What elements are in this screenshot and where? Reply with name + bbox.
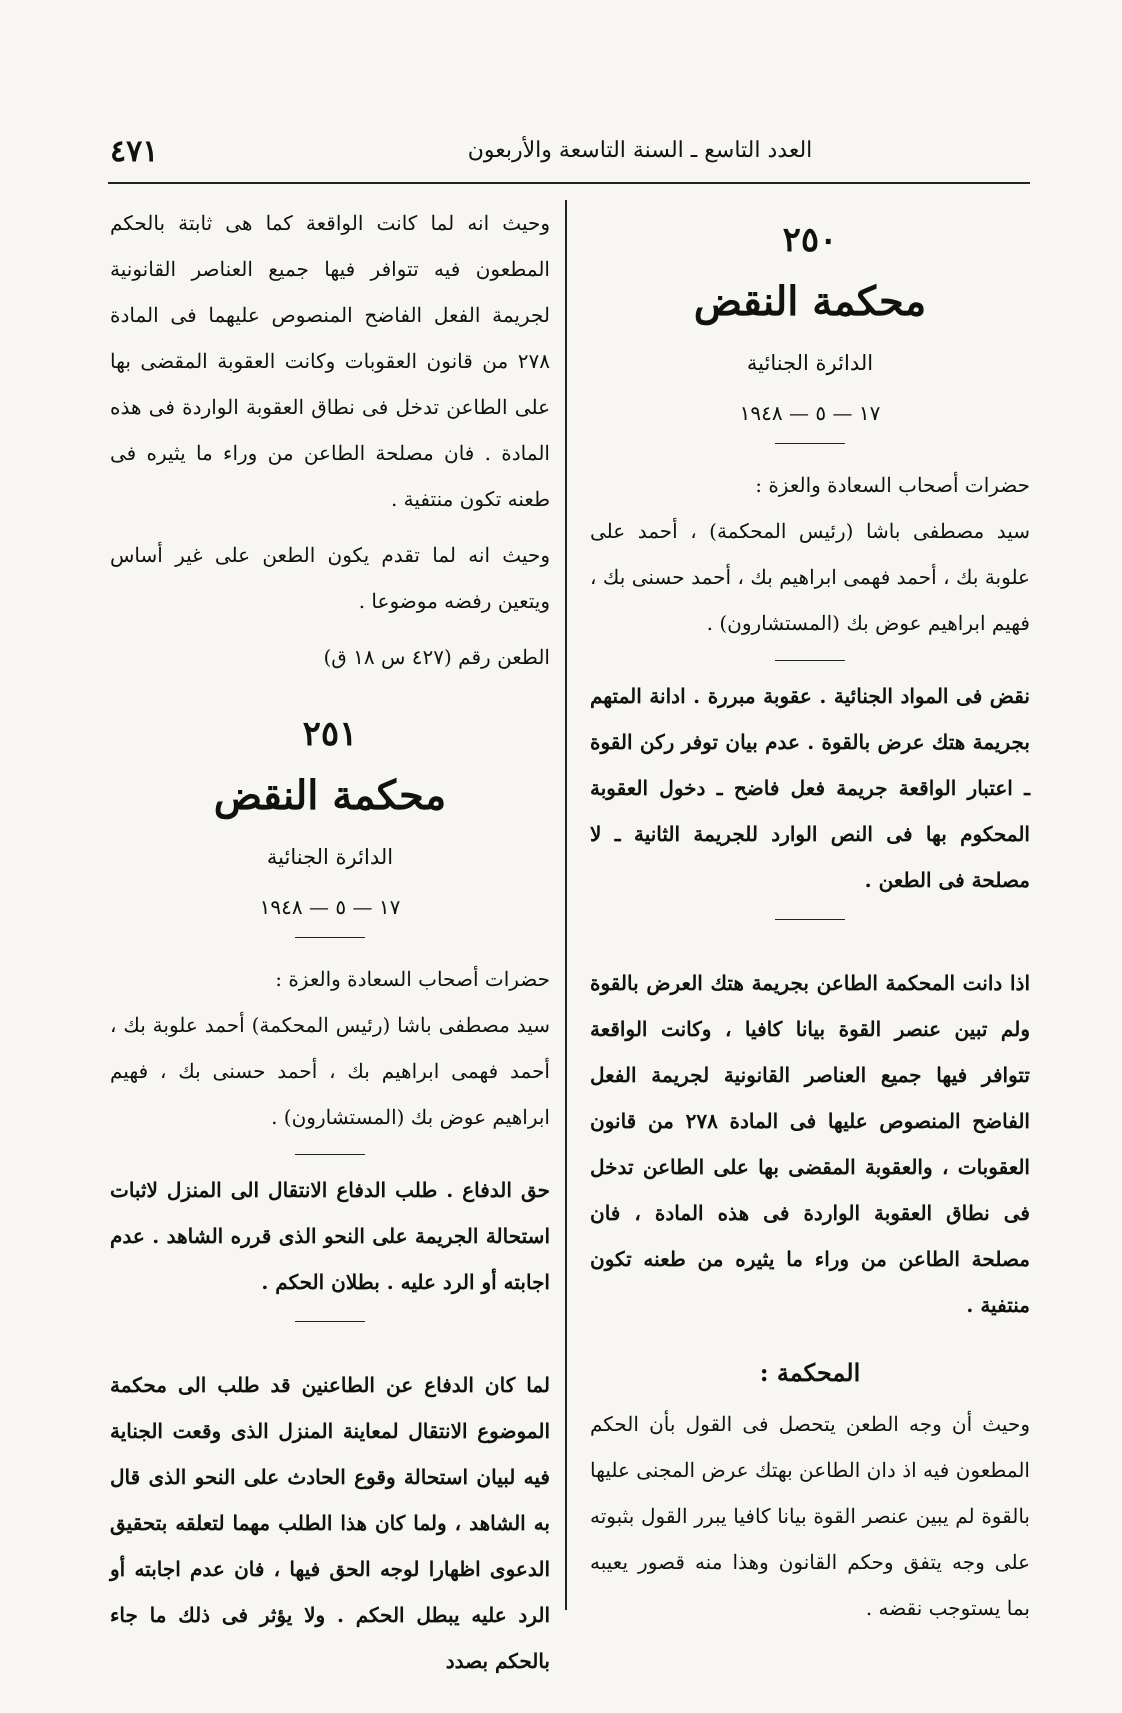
column-divider xyxy=(565,200,567,1610)
case-number: ٢٥١ xyxy=(302,714,358,754)
bench-heading: حضرات أصحاب السعادة والعزة : xyxy=(275,967,550,991)
court-heading: المحكمة : xyxy=(759,1358,861,1387)
circuit: الدائرة الجنائية xyxy=(266,845,394,869)
header-rule xyxy=(108,182,1030,184)
headnote: حق الدفاع . طلب الدفاع الانتقال الى المنزل لاثبات استحالة الجريمة على النحو الذى قرره الشاهد . عدم اجابته أو الرد عليه . بطلان الحكم . xyxy=(110,1178,550,1294)
bench: سيد مصطفى باشا (رئيس المحكمة) أحمد علوبة بك ، أحمد فهمى ابراهيم بك ، أحمد حسنى بك ، فهيم ابراهيم عوض بك (المستشارون) . xyxy=(110,1013,550,1129)
page-header xyxy=(110,134,1030,174)
divider xyxy=(295,1154,365,1155)
divider xyxy=(295,1321,365,1322)
judgment-conclusion: وحيث انه لما تقدم يكون الطعن على غير أساس ويتعين رفضه موضوعا . xyxy=(110,543,550,613)
principle: اذا دانت المحكمة الطاعن بجريمة هتك العرض بالقوة ولم تبين عنصر القوة بيانا كافيا ، وكانت الواقعة تتوافر فيها جميع العناصر القانونية لجريمة الفعل الفاضح المنصوص عليها فى المادة ٢٧٨ من قانون العقوبات ، والعقوبة المقضى بها على الطاعن تدخل فى نطاق العقوبة الواردة فى هذه المادة ، فان مصلحة الطاعن من وراء ما يثيره من طعنه تكون منتفية . xyxy=(590,971,1030,1317)
case-number: ٢٥٠ xyxy=(782,220,838,260)
bench: سيد مصطفى باشا (رئيس المحكمة) ، أحمد على علوبة بك ، أحمد فهمى ابراهيم بك ، أحمد حسنى بك ، فهيم ابراهيم عوض بك (المستشارون) . xyxy=(590,519,1030,635)
judgment-continuation: وحيث انه لما كانت الواقعة كما هى ثابتة بالحكم المطعون فيه تتوافر فيها جميع العناصر القانونية لجريمة الفعل الفاضح المنصوص عليهما فى المادة ٢٧٨ من قانون العقوبات وكانت العقوبة المقضى بها على الطاعن تدخل فى نطاق العقوبة الواردة فى هذه المادة . فان مصلحة الطاعن من وراء ما يثيره فى طعنه تكون منتفية . xyxy=(110,211,550,511)
date: ١٧ — ٥ — ١٩٤٨ xyxy=(259,895,401,919)
divider xyxy=(775,660,845,661)
date: ١٧ — ٥ — ١٩٤٨ xyxy=(739,401,881,425)
headnote: نقض فى المواد الجنائية . عقوبة مبررة . ادانة المتهم بجريمة هتك عرض بالقوة . عدم بيان توفر ركن القوة ـ اعتبار الواقعة جريمة فعل فاضح ـ دخول العقوبة المحكوم بها فى النص الوارد للجريمة الثانية ـ لا مصلحة فى الطعن . xyxy=(590,684,1030,892)
appeal-reference: الطعن رقم (٤٢٧ س ١٨ ق) xyxy=(323,645,550,669)
court-title: محكمة النقض xyxy=(213,772,447,819)
running-title: العدد التاسع ـ السنة التاسعة والأربعون xyxy=(467,138,813,163)
bench-heading: حضرات أصحاب السعادة والعزة : xyxy=(755,473,1030,497)
divider xyxy=(775,443,845,444)
court-title: محكمة النقض xyxy=(693,278,927,325)
divider xyxy=(775,919,845,920)
page-number: ٤٧١ xyxy=(110,134,159,169)
principle: لما كان الدفاع عن الطاعنين قد طلب الى محكمة الموضوع الانتقال لمعاينة المنزل الذى وقعت الجناية فيه لبيان استحالة وقوع الحادث على النحو الذى قال به الشاهد ، ولما كان هذا الطلب مهما لتعلقه بتحقيق الدعوى اظهارا لوجه الحق فيها ، فان عدم اجابته أو الرد عليه يبطل الحكم . ولا يؤثر فى ذلك ما جاء بالحكم بصدد xyxy=(110,1373,550,1673)
left-column xyxy=(110,200,550,1684)
divider xyxy=(295,937,365,938)
circuit: الدائرة الجنائية xyxy=(746,351,874,375)
right-column xyxy=(590,200,1030,1631)
judgment-text: وحيث أن وجه الطعن يتحصل فى القول بأن الحكم المطعون فيه اذ دان الطاعن بهتك عرض المجنى عليها بالقوة لم يبين عنصر القوة بيانا كافيا يبرر القول بثبوته على وجه يتفق وحكم القانون وهذا منه قصور يعيبه بما يستوجب نقضه . xyxy=(590,1412,1030,1620)
